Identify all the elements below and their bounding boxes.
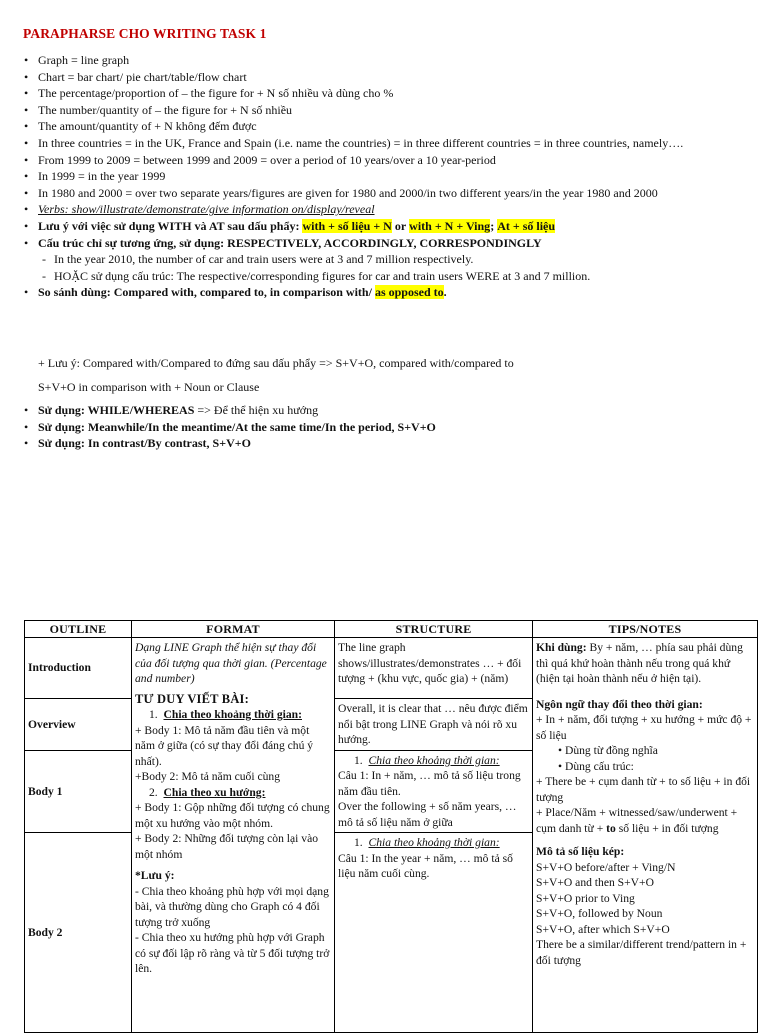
in-contrast: Sử dụng: In contrast/By contrast, S+V+O	[38, 436, 251, 451]
body1-b: Over the following + số năm years, … mô tả số liệu năm ở giữa	[338, 800, 517, 829]
header-tips: TIPS/NOTES	[533, 621, 758, 638]
tips-ngon-ngu: Ngôn ngữ thay đổi theo thời gian:	[536, 697, 703, 711]
compare-end: .	[443, 285, 447, 300]
format-cell	[132, 638, 335, 1033]
sub-item: - HOẶC sử dụng cấu trúc: The respective/corresponding figures for car and train users WERE at 3 and 7 million.	[24, 268, 754, 285]
tips-t3	[536, 805, 754, 836]
outline-introduction: Introduction	[25, 638, 132, 699]
list-item	[24, 435, 754, 452]
body2-num: 1.	[354, 836, 363, 849]
tips-cell	[533, 638, 758, 1033]
chia-khoang-thoi-gian: Chia theo khoảng thời gian:	[163, 708, 302, 721]
compare-lead: So sánh dùng: Compared with, compared to, in comparison with/	[38, 285, 372, 300]
tips-t1: + In + năm, đối tượng + xu hướng + mức độ + số liệu	[536, 713, 752, 742]
list-item: • Graph = line graph	[24, 52, 754, 69]
tips-k1: S+V+O before/after + Ving/N	[536, 860, 676, 874]
outline-body-1: Body 1	[25, 750, 132, 833]
list-item: • The amount/quantity of + N không đếm được	[24, 118, 754, 135]
format-note-1: - Chia theo khoảng phù hợp với mọi dạng bài, và thường dùng cho Graph có 4 đối tượng trở xuống	[135, 884, 329, 929]
header-outline: OUTLINE	[25, 621, 132, 638]
list-item: • In 1999 = in the year 1999	[24, 168, 754, 185]
format-heading: TƯ DUY VIẾT BÀI:	[135, 691, 249, 706]
separator: ;	[490, 218, 495, 233]
highlight-with-so-lieu: with + số liệu + N	[302, 218, 392, 233]
format-note-2: - Chia theo xu hướng phù hợp với Graph có sự đối lập rõ ràng và từ 5 đối tượng trở lên.	[135, 931, 330, 975]
t3c: số liệu + in đối tượng	[618, 821, 719, 835]
or-text: or	[394, 218, 407, 233]
list-item	[24, 419, 754, 436]
body1-num: 1.	[354, 753, 363, 767]
table-row	[25, 638, 758, 699]
outline-body-2: Body 2	[25, 833, 132, 1033]
khi-dung-text: By + năm, … phía sau phải dùng thì quá khứ hoàn thành nếu trong quá khứ (hiện tại hoàn thành nếu ở hiện tại).	[536, 641, 743, 685]
header-format: FORMAT	[132, 621, 335, 638]
tips-k2: S+V+O and then S+V+O	[536, 876, 654, 889]
tips-t2: + There be + cụm danh từ + to số liệu + in đối tượng	[536, 775, 751, 804]
structure-body-1	[335, 750, 533, 833]
body2-a: Câu 1: In the year + năm, … mô tả số liệu năm cuối cùng.	[338, 851, 513, 880]
sub-item: - In the year 2010, the number of car and train users were at 3 and 7 million respectively.	[24, 251, 754, 268]
verbs-text: Verbs: show/illustrate/demonstrate/give information on/display/reveal	[38, 202, 375, 217]
t3a: + Place/Năm + witnessed/saw/underwent + cụm danh từ +	[536, 806, 738, 835]
list-item-compare	[24, 284, 754, 301]
list-item-verbs	[24, 201, 754, 218]
list-item: • The percentage/proportion of – the figure for + N số nhiều và dùng cho %	[24, 85, 754, 102]
tips-k3: S+V+O prior to Ving	[536, 891, 635, 905]
body1-head	[338, 753, 529, 769]
list-item	[24, 402, 754, 419]
compare-note-2: S+V+O in comparison with + Noun or Clause	[38, 380, 260, 394]
list-item: • In 1980 and 2000 = over two separate years/figures are given for 1980 and 2000/in two different years/in the year 1980 and 2000	[24, 185, 754, 202]
table-header-row	[25, 621, 758, 638]
chia-xu-huong: Chia theo xu hướng:	[163, 785, 266, 799]
compare-note: + Lưu ý: Compared with/Compared to đứng sau dấu phẩy => S+V+O, compared with/compared to	[38, 356, 514, 370]
body2-head	[338, 835, 529, 851]
list-item: • In three countries = in the UK, France and Spain (i.e. name the countries) = in three different countries = in three countries, namely….	[24, 135, 754, 152]
format-note-head: *Lưu ý:	[135, 869, 175, 882]
tips-k5: S+V+O, after which S+V+O	[536, 922, 670, 936]
meanwhile: Sử dụng: Meanwhile/In the meantime/At the same time/In the period, S+V+O	[38, 419, 436, 434]
writing-table	[24, 620, 758, 1033]
format-num-1	[135, 707, 331, 723]
tips-khi-dung	[536, 640, 754, 687]
highlight-at-so-lieu: At + số liệu	[497, 218, 556, 233]
format-b2b: + Body 2: Những đối tượng còn lại vào một nhóm	[135, 832, 319, 861]
header-structure: STRUCTURE	[335, 621, 533, 638]
format-b1b: +Body 2: Mô tả năm cuối cùng	[135, 770, 281, 783]
format-intro: Dạng LINE Graph thể hiện sự thay đổi của đối tượng qua thời gian. (Percentage and number)	[135, 641, 327, 685]
paraphrase-list	[24, 52, 754, 301]
body1-a: Câu 1: In + năm, … mô tả số liệu trong năm đầu tiên.	[338, 769, 521, 798]
list-item-respectively	[24, 235, 754, 252]
structure-body-2	[335, 833, 533, 1033]
tips-t1a: • Dùng từ đồng nghĩa	[536, 743, 754, 759]
respectively-lead: Cấu trúc chỉ sự tương ứng, sử dụng: RESPECTIVELY, ACCORDINGLY, CORRESPONDINGLY	[38, 235, 542, 250]
while-whereas-rest: => Để thể hiện xu hướng	[197, 403, 319, 417]
body1-head-text: Chia theo khoảng thời gian:	[368, 753, 500, 767]
t3b: to	[606, 821, 616, 835]
list-item: • Chart = bar chart/ pie chart/table/flow chart	[24, 69, 754, 86]
khi-dung-label: Khi dùng:	[536, 641, 587, 654]
tips-k6: There be a similar/different trend/pattern in + đối tượng	[536, 938, 747, 967]
list-item: • From 1999 to 2009 = between 1999 and 2009 = over a period of 10 years/over a 10 year-period	[24, 152, 754, 169]
outline-overview: Overview	[25, 699, 132, 751]
document-title: PARAPHARSE CHO WRITING TASK 1	[23, 26, 267, 41]
tips-mota: Mô tả số liệu kép:	[536, 845, 625, 858]
num-1: 1.	[149, 708, 158, 721]
format-b1a: + Body 1: Mô tả năm đầu tiên và một năm ở giữa (có sự thay đổi đáng chú ý nhất).	[135, 723, 314, 768]
while-whereas: Sử dụng: WHILE/WHEREAS	[38, 403, 195, 417]
num-2: 2.	[149, 785, 158, 799]
format-num-2	[135, 785, 331, 801]
highlight-with-ving: with + N + Ving	[409, 218, 491, 233]
tips-k4: S+V+O, followed by Noun	[536, 907, 663, 920]
format-b2a: + Body 1: Gộp những đối tượng có chung một xu hướng vào một nhóm.	[135, 801, 330, 830]
list-item-with-at	[24, 218, 754, 235]
tips-t1b: • Dùng cấu trúc:	[536, 759, 754, 775]
linking-list	[24, 402, 754, 452]
highlight-as-opposed-to: as opposed to	[374, 285, 444, 300]
body2-head-text: Chia theo khoảng thời gian:	[368, 836, 500, 849]
with-at-lead: Lưu ý với việc sử dụng WITH và AT sau dấu phẩy:	[38, 218, 300, 233]
structure-intro: The line graph shows/illustrates/demonstrates … + đối tượng + (khu vực, quốc gia) + (năm)	[335, 638, 533, 699]
structure-overview: Overall, it is clear that … nêu được điểm nổi bật trong LINE Graph và nói rõ xu hướng.	[335, 699, 533, 751]
list-item: • The number/quantity of – the figure for + N số nhiều	[24, 102, 754, 119]
